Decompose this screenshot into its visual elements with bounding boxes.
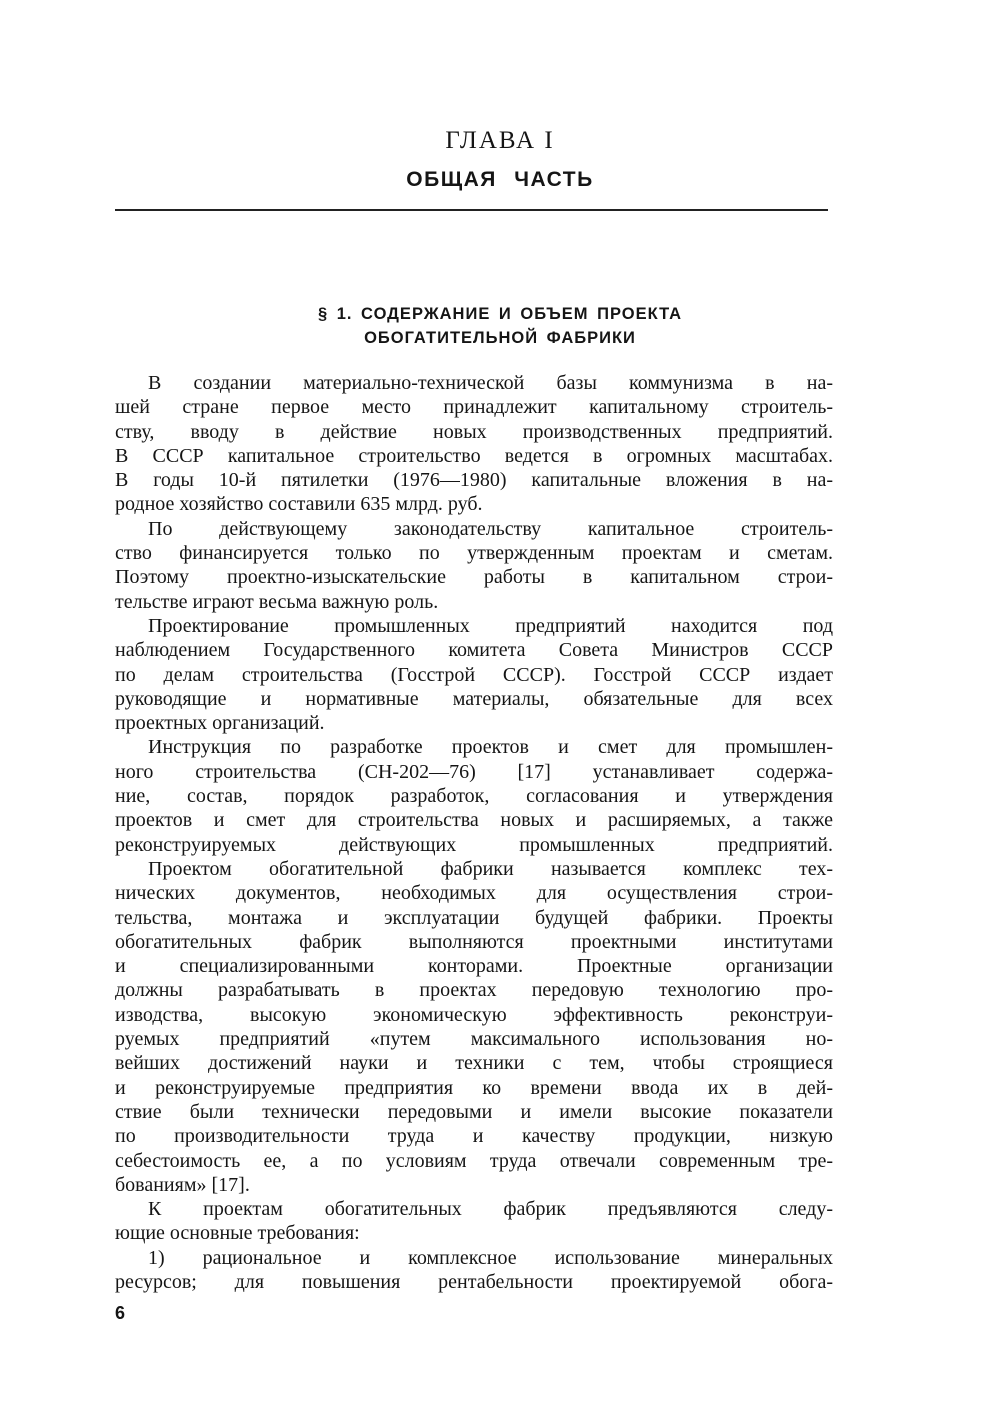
text-line: Инструкция по разработке проектов и смет для промышлен-	[148, 736, 833, 759]
text-line: ство финансируется только по утвержденным проектам и сметам.	[115, 542, 833, 565]
text-line: себестоимость ее, а по условиям труда отвечали современным тре-	[115, 1149, 833, 1172]
text-line: проектных организаций.	[115, 712, 325, 735]
text-line: бованиям» [17].	[115, 1173, 250, 1196]
text-line: руемых предприятий «путем максимального использования но-	[115, 1028, 833, 1051]
text-line: руководящие и нормативные материалы, обязательные для всех	[115, 687, 833, 710]
text-line: В годы 10-й пятилетки (1976—1980) капитальные вложения в на-	[115, 469, 833, 492]
section-heading-line: § 1. СОДЕРЖАНИЕ И ОБЪЕМ ПРОЕКТА	[317, 305, 683, 323]
page-number: 6	[115, 1303, 126, 1323]
chapter-divider	[115, 209, 828, 211]
text-line: и реконструируемые предприятия ко времени ввода их в дей-	[115, 1076, 833, 1099]
text-line: ствие были технически передовыми и имели высокие показатели	[115, 1100, 833, 1123]
text-line: ству, вводу в действие новых производственных предприятий.	[115, 420, 833, 443]
text-line: родное хозяйство составили 635 млрд. руб.	[115, 493, 483, 516]
text-line: Проектирование промышленных предприятий находится под	[148, 614, 833, 637]
text-line: нических документов, необходимых для осуществления строи-	[115, 882, 833, 905]
body-text	[115, 371, 833, 1294]
text-line: ресурсов; для повышения рентабельности проектируемой обога-	[115, 1270, 833, 1293]
text-line: ного строительства (СН-202—76) [17] устанавливает содержа-	[115, 760, 833, 783]
text-line: обогатительных фабрик выполняются проектными институтами	[115, 930, 833, 953]
text-line: По действующему законодательству капитальное строитель-	[148, 517, 833, 540]
text-line: тельстве играют весьма важную роль.	[115, 590, 439, 613]
text-line: К проектам обогатительных фабрик предъявляются следу-	[148, 1198, 833, 1221]
chapter-label: ГЛАВА I	[445, 127, 555, 154]
text-line: 1) рациональное и комплексное использование минеральных	[148, 1246, 833, 1269]
text-line: по производительности труда и качеству продукции, низкую	[115, 1125, 833, 1148]
text-line: тельства, монтажа и эксплуатации будущей фабрики. Проекты	[115, 906, 833, 929]
text-line: вейших достижений науки и техники с тем, чтобы строящиеся	[115, 1052, 833, 1075]
text-line: и специализированными конторами. Проектные организации	[115, 955, 833, 978]
section-heading-line: ОБОГАТИТЕЛЬНОЙ ФАБРИКИ	[364, 329, 636, 347]
text-line: проектов и смет для строительства новых и расширяемых, а также	[115, 809, 833, 832]
text-line: ние, состав, порядок разработок, согласования и утверждения	[115, 785, 833, 808]
section-heading	[0, 302, 1000, 350]
text-line: В СССР капитальное строительство ведется в огромных масштабах.	[115, 444, 833, 467]
text-line: должны разрабатывать в проектах передовую технологию про-	[115, 979, 833, 1002]
chapter-title: ОБЩАЯ ЧАСТЬ	[406, 168, 594, 191]
text-line: наблюдением Государственного комитета Совета Министров СССР	[115, 639, 833, 662]
text-line: ющие основные требования:	[115, 1222, 360, 1245]
text-line: В создании материально-технической базы коммунизма в на-	[148, 372, 833, 394]
text-line: изводства, высокую экономическую эффективность реконструи-	[115, 1003, 833, 1026]
text-line: реконструируемых действующих промышленных предприятий.	[115, 833, 833, 856]
text-line: по делам строительства (Госстрой СССР). Госстрой СССР издает	[115, 663, 833, 686]
text-line: Проектом обогатительной фабрики называется комплекс тех-	[148, 857, 833, 880]
text-line: Поэтому проектно-изыскательские работы в капитальном строи-	[115, 566, 833, 589]
text-line: шей стране первое место принадлежит капитальному строитель-	[115, 396, 833, 419]
